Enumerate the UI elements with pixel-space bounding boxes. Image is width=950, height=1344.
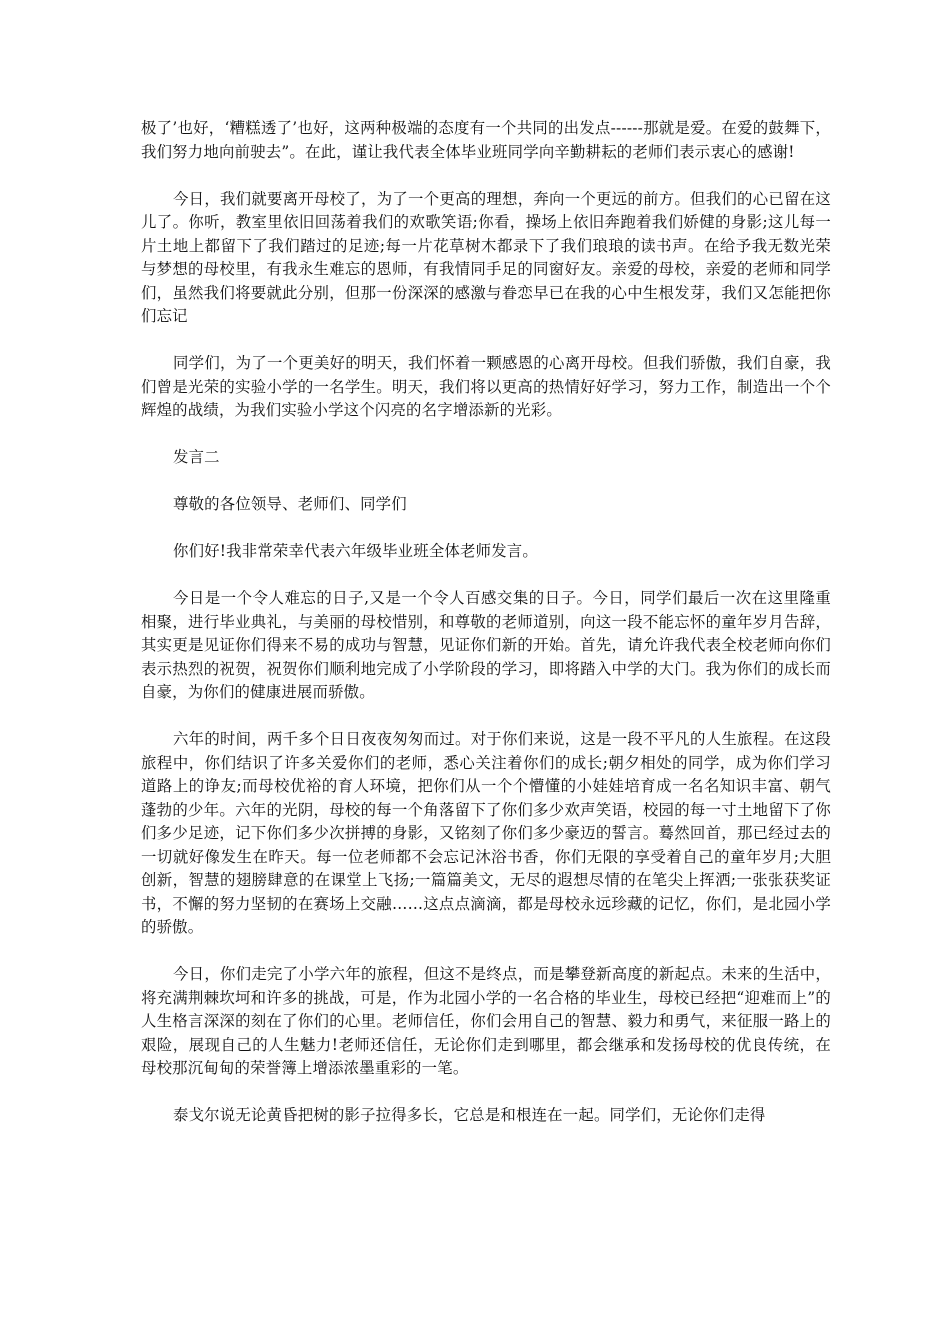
- salutation: 尊敬的各位领导、老师们、同学们: [173, 495, 407, 513]
- paragraph-1: 极了’也好，‘糟糕透了’也好，这两种极端的态度有一个共同的出发点------那就是爱。在爱的鼓舞下，我们努力地向前驶去”。在此，谨让我代表全体毕业班同学向辛勤耕耘的老师们表示衷心的感谢!: [141, 119, 831, 161]
- section-heading: 发言二: [173, 448, 220, 466]
- document-body: [141, 117, 831, 1151]
- greeting: 你们好!我非常荣幸代表六年级毕业班全体老师发言。: [173, 542, 538, 560]
- paragraph-3: 同学们，为了一个更美好的明天，我们怀着一颗感恩的心离开母校。但我们骄傲，我们自豪，我们曾是光荣的实验小学的一名学生。明天，我们将以更高的热情好好学习，努力工作，制造出一个个辉煌的战绩，为我们实验小学这个闪亮的名字增添新的光彩。: [141, 354, 831, 419]
- paragraph-7: 今日是一个令人难忘的日子,又是一个令人百感交集的日子。今日，同学们最后一次在这里隆重相聚，进行毕业典礼，与美丽的母校惜别，和尊敬的老师道别，向这一段不能忘怀的童年岁月告辞，其实更是见证你们得来不易的成功与智慧，见证你们新的开始。首先，请允许我代表全校老师向你们表示热烈的祝贺，祝贺你们顺利地完成了小学阶段的学习，即将踏入中学的大门。我为你们的成长而自豪，为你们的健康进展而骄傲。: [141, 589, 831, 701]
- paragraph-10: 泰戈尔说无论黄昏把树的影子拉得多长，它总是和根连在一起。同学们，无论你们走得: [173, 1106, 766, 1124]
- paragraph-9: 今日，你们走完了小学六年的旅程，但这不是终点，而是攀登新高度的新起点。未来的生活中，将充满荆棘坎坷和许多的挑战，可是，作为北园小学的一名合格的毕业生，母校已经把“迎难而上”的人生格言深深的刻在了你们的心里。老师信任，你们会用自己的智慧、毅力和勇气，来征服一路上的艰险，展现自己的人生魅力!老师还信任，无论你们走到哪里，都会继承和发扬母校的优良传统，在母校那沉甸甸的荣誉簿上增添浓墨重彩的一笔。: [141, 965, 831, 1077]
- paragraph-8: 六年的时间，两千多个日日夜夜匆匆而过。对于你们来说，这是一段不平凡的人生旅程。在这段旅程中，你们结识了许多关爱你们的老师，悉心关注着你们的成长;朝夕相处的同学，成为你们学习道路上的诤友;而母校优裕的育人环境，把你们从一个个懵懂的小娃娃培育成一名名知识丰富、朝气蓬勃的少年。六年的光阴，母校的每一个角落留下了你们多少欢声笑语，校园的每一寸土地留下了你们多少足迹，记下你们多少次拼搏的身影，又铭刻了你们多少豪迈的誓言。蓦然回首，那已经过去的一切就好像发生在昨天。每一位老师都不会忘记沐浴书香，你们无限的享受着自己的童年岁月;大胆创新，智慧的翅膀肆意的在课堂上飞扬;一篇篇美文，无尽的遐想尽情的在笔尖上挥洒;一张张获奖证书，不懈的努力坚韧的在赛场上交融……这点点滴滴，都是母校永远珍藏的记忆，你们，是北园小学的骄傲。: [141, 730, 831, 936]
- paragraph-2: 今日，我们就要离开母校了，为了一个更高的理想，奔向一个更远的前方。但我们的心已留在这儿了。你听，教室里依旧回荡着我们的欢歌笑语;你看，操场上依旧奔跑着我们娇健的身影;这儿每一片土地上都留下了我们踏过的足迹;每一片花草树木都录下了我们琅琅的读书声。在给予我无数光荣与梦想的母校里，有我永生难忘的恩师，有我情同手足的同窗好友。亲爱的母校，亲爱的老师和同学们，虽然我们将要就此分别，但那一份深深的感激与眷恋早已在我的心中生根发芽，我们又怎能把你们忘记: [141, 189, 831, 325]
